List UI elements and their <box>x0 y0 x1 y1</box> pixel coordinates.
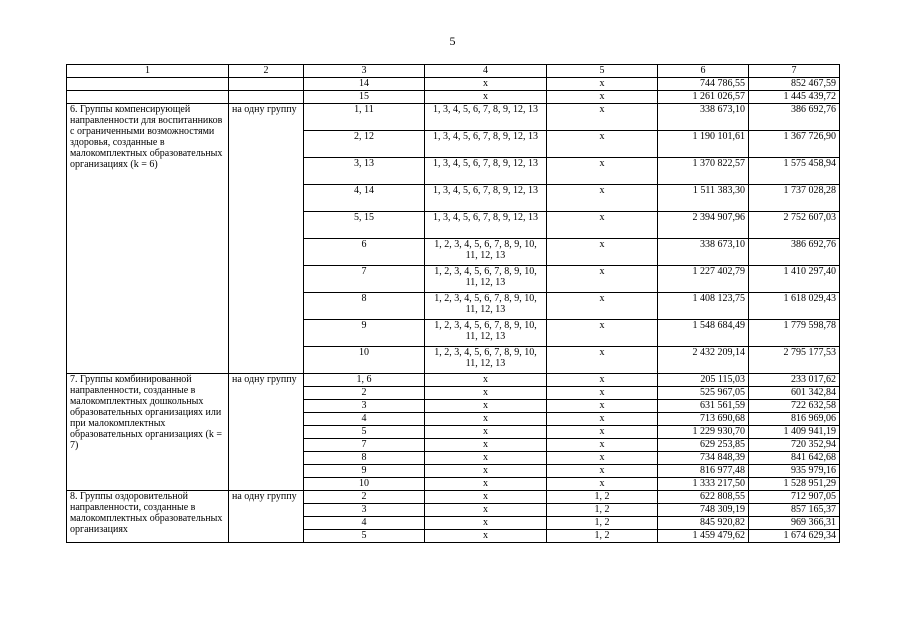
cell-col3: 8 <box>304 293 425 320</box>
header-row <box>67 65 840 78</box>
unit-cell: на одну группу <box>229 491 304 543</box>
cell-col3: 4 <box>304 517 425 530</box>
cell-col6: 1 333 217,50 <box>658 478 749 491</box>
cell-col5: x <box>547 426 658 439</box>
column-header: 6 <box>658 65 749 78</box>
cell-col4: x <box>425 374 547 387</box>
cell-col5: 1, 2 <box>547 491 658 504</box>
cell-col6: 338 673,10 <box>658 104 749 131</box>
cell-col6: 816 977,48 <box>658 465 749 478</box>
cell-col6: 525 967,05 <box>658 387 749 400</box>
cell-col6: 205 115,03 <box>658 374 749 387</box>
cell-col3: 10 <box>304 347 425 374</box>
cell-col3: 1, 11 <box>304 104 425 131</box>
cell-col5: x <box>547 413 658 426</box>
cell-col3: 15 <box>304 91 425 104</box>
cell-col4: x <box>425 504 547 517</box>
cell-col7: 841 642,68 <box>749 452 840 465</box>
cell-col6: 1 511 383,30 <box>658 185 749 212</box>
cell-col5: x <box>547 465 658 478</box>
cell-col6: 1 190 101,61 <box>658 131 749 158</box>
cell-col3: 1, 6 <box>304 374 425 387</box>
cell-col4: x <box>425 452 547 465</box>
cell-col7: 1 410 297,40 <box>749 266 840 293</box>
column-header: 1 <box>67 65 229 78</box>
cell-col6: 631 561,59 <box>658 400 749 413</box>
cell-col4: 1, 3, 4, 5, 6, 7, 8, 9, 12, 13 <box>425 158 547 185</box>
financing-standards-table <box>66 64 840 543</box>
cell-col4: x <box>425 530 547 543</box>
group-name-cell <box>67 91 229 104</box>
cell-col4: x <box>425 413 547 426</box>
cell-col7: 1 367 726,90 <box>749 131 840 158</box>
table-row <box>67 374 840 387</box>
unit-cell <box>229 91 304 104</box>
cell-col4: 1, 2, 3, 4, 5, 6, 7, 8, 9, 10, 11, 12, 13 <box>425 239 547 266</box>
cell-col7: 2 795 177,53 <box>749 347 840 374</box>
unit-cell <box>229 78 304 91</box>
column-header: 2 <box>229 65 304 78</box>
cell-col4: x <box>425 439 547 452</box>
cell-col4: 1, 2, 3, 4, 5, 6, 7, 8, 9, 10, 11, 12, 13 <box>425 293 547 320</box>
cell-col4: 1, 3, 4, 5, 6, 7, 8, 9, 12, 13 <box>425 131 547 158</box>
column-header: 5 <box>547 65 658 78</box>
cell-col7: 720 352,94 <box>749 439 840 452</box>
cell-col6: 748 309,19 <box>658 504 749 517</box>
cell-col5: x <box>547 478 658 491</box>
cell-col4: 1, 2, 3, 4, 5, 6, 7, 8, 9, 10, 11, 12, 13 <box>425 347 547 374</box>
cell-col6: 1 370 822,57 <box>658 158 749 185</box>
cell-col7: 816 969,06 <box>749 413 840 426</box>
cell-col3: 3 <box>304 400 425 413</box>
cell-col4: x <box>425 400 547 413</box>
group-name-cell: 7. Группы комбинированной направленности, созданные в малокомплектных дошкольных образовательных организациях или при малокомплектных образовательных организациях (k = 7) <box>67 374 229 491</box>
table-row <box>67 491 840 504</box>
cell-col6: 1 261 026,57 <box>658 91 749 104</box>
cell-col7: 1 674 629,34 <box>749 530 840 543</box>
cell-col5: x <box>547 387 658 400</box>
cell-col4: x <box>425 91 547 104</box>
cell-col3: 2 <box>304 387 425 400</box>
cell-col6: 734 848,39 <box>658 452 749 465</box>
cell-col6: 1 548 684,49 <box>658 320 749 347</box>
cell-col7: 2 752 607,03 <box>749 212 840 239</box>
cell-col4: x <box>425 478 547 491</box>
cell-col7: 857 165,37 <box>749 504 840 517</box>
cell-col3: 9 <box>304 465 425 478</box>
cell-col5: x <box>547 131 658 158</box>
cell-col4: x <box>425 78 547 91</box>
cell-col4: x <box>425 426 547 439</box>
cell-col3: 10 <box>304 478 425 491</box>
cell-col7: 935 979,16 <box>749 465 840 478</box>
cell-col7: 712 907,05 <box>749 491 840 504</box>
cell-col7: 1 409 941,19 <box>749 426 840 439</box>
cell-col5: x <box>547 293 658 320</box>
cell-col5: 1, 2 <box>547 530 658 543</box>
cell-col4: x <box>425 517 547 530</box>
page-number: 5 <box>449 34 456 48</box>
cell-col6: 1 459 479,62 <box>658 530 749 543</box>
cell-col7: 1 575 458,94 <box>749 158 840 185</box>
group-name-cell: 8. Группы оздоровительной направленности, созданные в малокомплектных образовательных организациях <box>67 491 229 543</box>
unit-cell: на одну группу <box>229 104 304 374</box>
cell-col3: 2, 12 <box>304 131 425 158</box>
unit-cell: на одну группу <box>229 374 304 491</box>
cell-col5: x <box>547 347 658 374</box>
cell-col5: x <box>547 212 658 239</box>
cell-col7: 1 445 439,72 <box>749 91 840 104</box>
cell-col4: x <box>425 491 547 504</box>
cell-col6: 2 432 209,14 <box>658 347 749 374</box>
cell-col6: 629 253,85 <box>658 439 749 452</box>
cell-col4: 1, 2, 3, 4, 5, 6, 7, 8, 9, 10, 11, 12, 13 <box>425 266 547 293</box>
cell-col7: 386 692,76 <box>749 104 840 131</box>
cell-col5: x <box>547 320 658 347</box>
cell-col6: 1 408 123,75 <box>658 293 749 320</box>
cell-col4: x <box>425 465 547 478</box>
cell-col7: 1 528 951,29 <box>749 478 840 491</box>
cell-col7: 1 737 028,28 <box>749 185 840 212</box>
cell-col5: x <box>547 104 658 131</box>
group-name-cell <box>67 78 229 91</box>
cell-col3: 3, 13 <box>304 158 425 185</box>
cell-col3: 9 <box>304 320 425 347</box>
cell-col5: 1, 2 <box>547 517 658 530</box>
column-header: 4 <box>425 65 547 78</box>
cell-col5: x <box>547 400 658 413</box>
cell-col5: x <box>547 439 658 452</box>
table-row <box>67 104 840 131</box>
cell-col7: 722 632,58 <box>749 400 840 413</box>
cell-col5: 1, 2 <box>547 504 658 517</box>
cell-col6: 845 920,82 <box>658 517 749 530</box>
cell-col3: 5 <box>304 530 425 543</box>
cell-col3: 3 <box>304 504 425 517</box>
cell-col7: 233 017,62 <box>749 374 840 387</box>
cell-col5: x <box>547 185 658 212</box>
cell-col6: 622 808,55 <box>658 491 749 504</box>
cell-col4: x <box>425 387 547 400</box>
cell-col5: x <box>547 158 658 185</box>
cell-col4: 1, 2, 3, 4, 5, 6, 7, 8, 9, 10, 11, 12, 13 <box>425 320 547 347</box>
cell-col6: 1 229 930,70 <box>658 426 749 439</box>
table-body <box>67 65 840 543</box>
cell-col6: 2 394 907,96 <box>658 212 749 239</box>
cell-col4: 1, 3, 4, 5, 6, 7, 8, 9, 12, 13 <box>425 212 547 239</box>
cell-col6: 1 227 402,79 <box>658 266 749 293</box>
cell-col3: 7 <box>304 266 425 293</box>
cell-col4: 1, 3, 4, 5, 6, 7, 8, 9, 12, 13 <box>425 104 547 131</box>
cell-col3: 7 <box>304 439 425 452</box>
cell-col3: 6 <box>304 239 425 266</box>
cell-col6: 338 673,10 <box>658 239 749 266</box>
column-header: 3 <box>304 65 425 78</box>
cell-col7: 852 467,59 <box>749 78 840 91</box>
cell-col3: 4 <box>304 413 425 426</box>
column-header: 7 <box>749 65 840 78</box>
cell-col3: 5 <box>304 426 425 439</box>
cell-col7: 969 366,31 <box>749 517 840 530</box>
cell-col5: x <box>547 266 658 293</box>
cell-col7: 1 618 029,43 <box>749 293 840 320</box>
cell-col5: x <box>547 78 658 91</box>
cell-col5: x <box>547 239 658 266</box>
cell-col5: x <box>547 91 658 104</box>
cell-col3: 14 <box>304 78 425 91</box>
cell-col5: x <box>547 374 658 387</box>
cell-col4: 1, 3, 4, 5, 6, 7, 8, 9, 12, 13 <box>425 185 547 212</box>
cell-col3: 5, 15 <box>304 212 425 239</box>
cell-col6: 744 786,55 <box>658 78 749 91</box>
cell-col5: x <box>547 452 658 465</box>
table-row <box>67 91 840 104</box>
cell-col3: 4, 14 <box>304 185 425 212</box>
group-name-cell: 6. Группы компенсирующей направленности для воспитанников с ограниченными возможностями здоровья, созданные в малокомплектных образовательных организациях (k = 6) <box>67 104 229 374</box>
cell-col7: 1 779 598,78 <box>749 320 840 347</box>
cell-col7: 601 342,84 <box>749 387 840 400</box>
cell-col3: 2 <box>304 491 425 504</box>
cell-col7: 386 692,76 <box>749 239 840 266</box>
table-row <box>67 78 840 91</box>
cell-col6: 713 690,68 <box>658 413 749 426</box>
cell-col3: 8 <box>304 452 425 465</box>
